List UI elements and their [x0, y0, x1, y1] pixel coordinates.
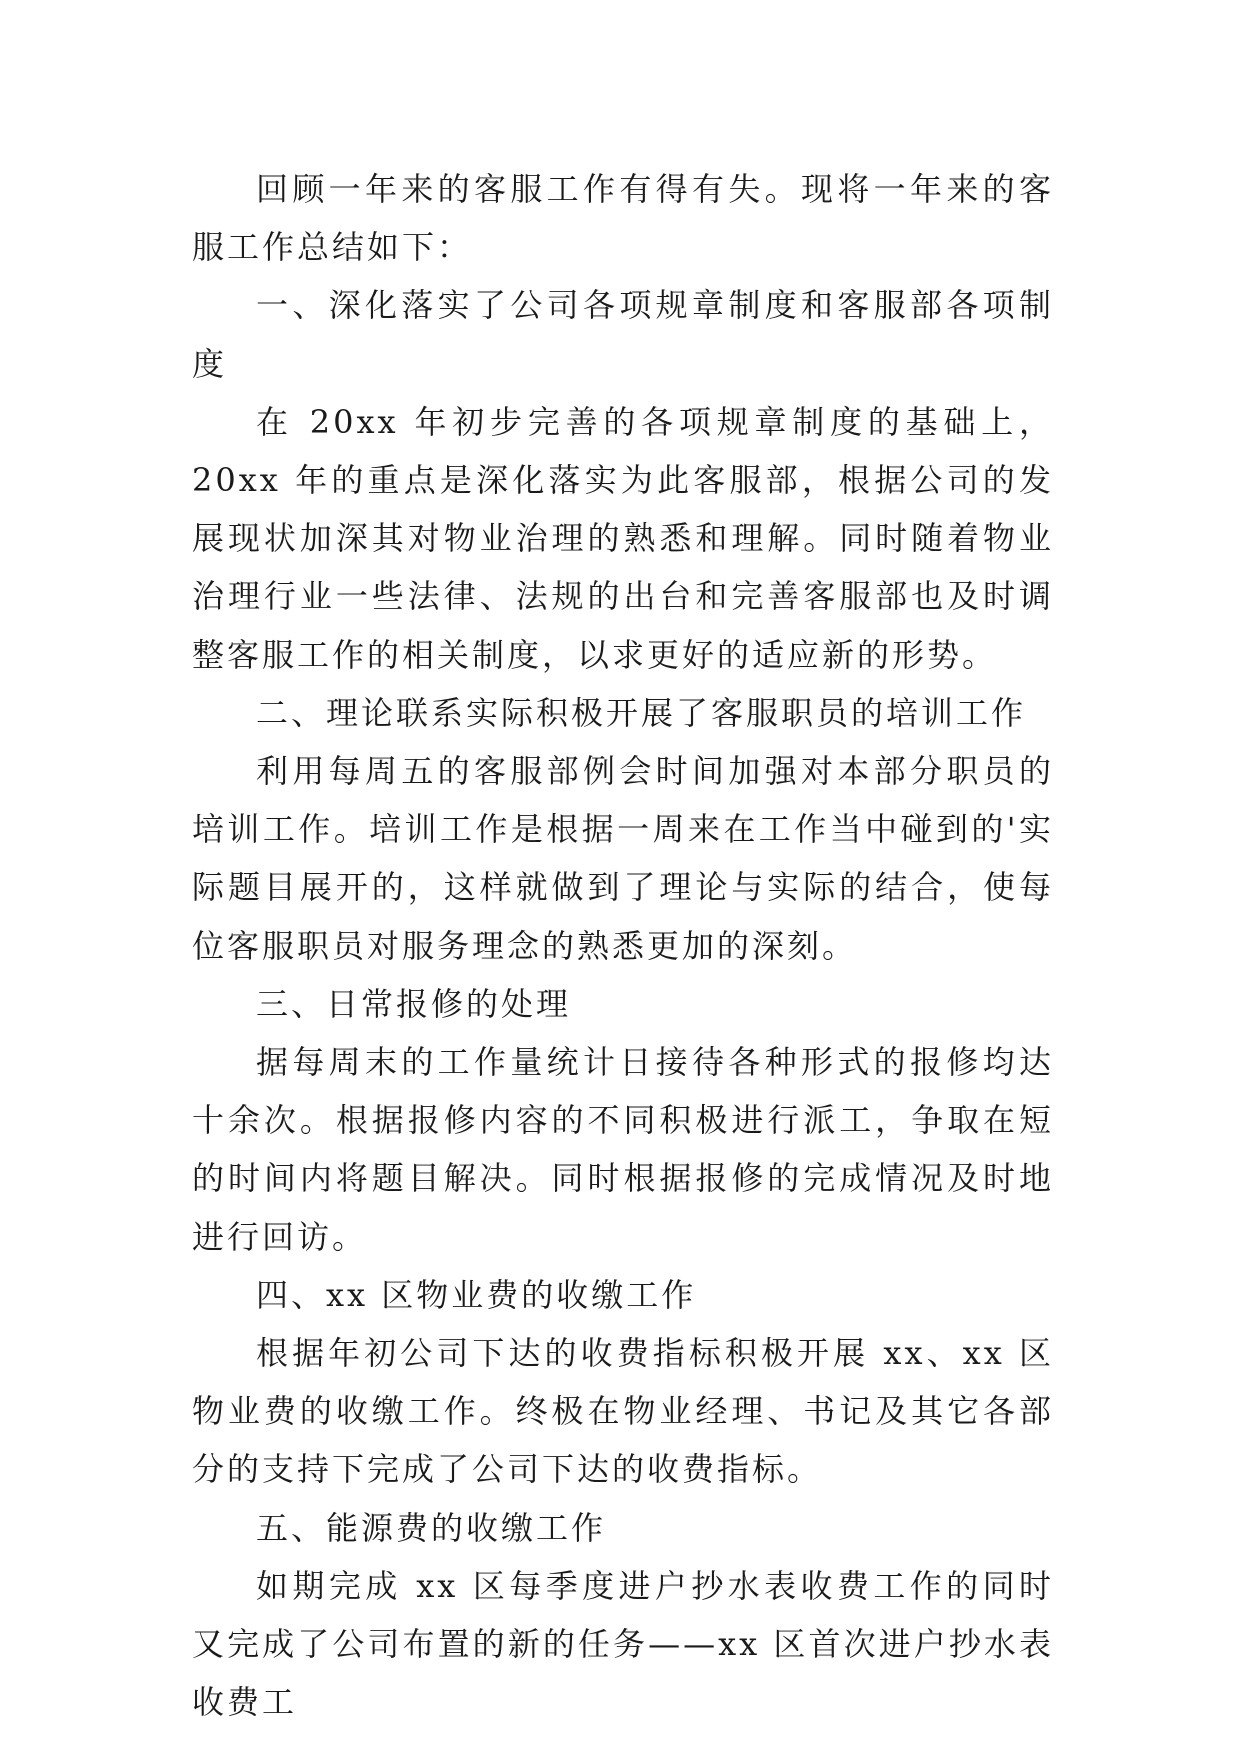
document-body	[192, 160, 1054, 1731]
section-heading-3: 三、日常报修的处理	[256, 984, 572, 1023]
section-heading-5: 五、能源费的收缴工作	[256, 1508, 607, 1547]
section-body-3: 据每周末的工作量统计日接待各种形式的报修均达十余次。根据报修内容的不同积极进行派工，争取在短的时间内将题目解决。同时根据报修的完成情况及时地进行回访。	[192, 1043, 1054, 1256]
section-body-5: 如期完成 xx 区每季度进户抄水表收费工作的同时又完成了公司布置的新的任务——xx 区首次进户抄水表收费工	[192, 1566, 1054, 1722]
section-heading-4: 四、xx 区物业费的收缴工作	[256, 1275, 697, 1314]
intro-paragraph: 回顾一年来的客服工作有得有失。现将一年来的客服工作总结如下：	[192, 170, 1054, 267]
section-body-2: 利用每周五的客服部例会时间加强对本部分职员的培训工作。培训工作是根据一周来在工作当中碰到的'实际题目展开的，这样就做到了理论与实际的结合，使每位客服职员对服务理念的熟悉更加的深刻。	[192, 752, 1054, 965]
section-body-1: 在 20xx 年初步完善的各项规章制度的基础上，20xx 年的重点是深化落实为此客服部，根据公司的发展现状加深其对物业治理的熟悉和理解。同时随着物业治理行业一些法律、法规的出台和完善客服部也及时调整客服工作的相关制度，以求更好的适应新的形势。	[192, 402, 1054, 674]
section-heading-2: 二、理论联系实际积极开展了客服职员的培训工作	[256, 693, 1027, 732]
section-body-4: 根据年初公司下达的收费指标积极开展 xx、xx 区物业费的收缴工作。终极在物业经理、书记及其它各部分的支持下完成了公司下达的收费指标。	[192, 1334, 1054, 1489]
section-heading-1: 一、深化落实了公司各项规章制度和客服部各项制度	[192, 286, 1054, 383]
